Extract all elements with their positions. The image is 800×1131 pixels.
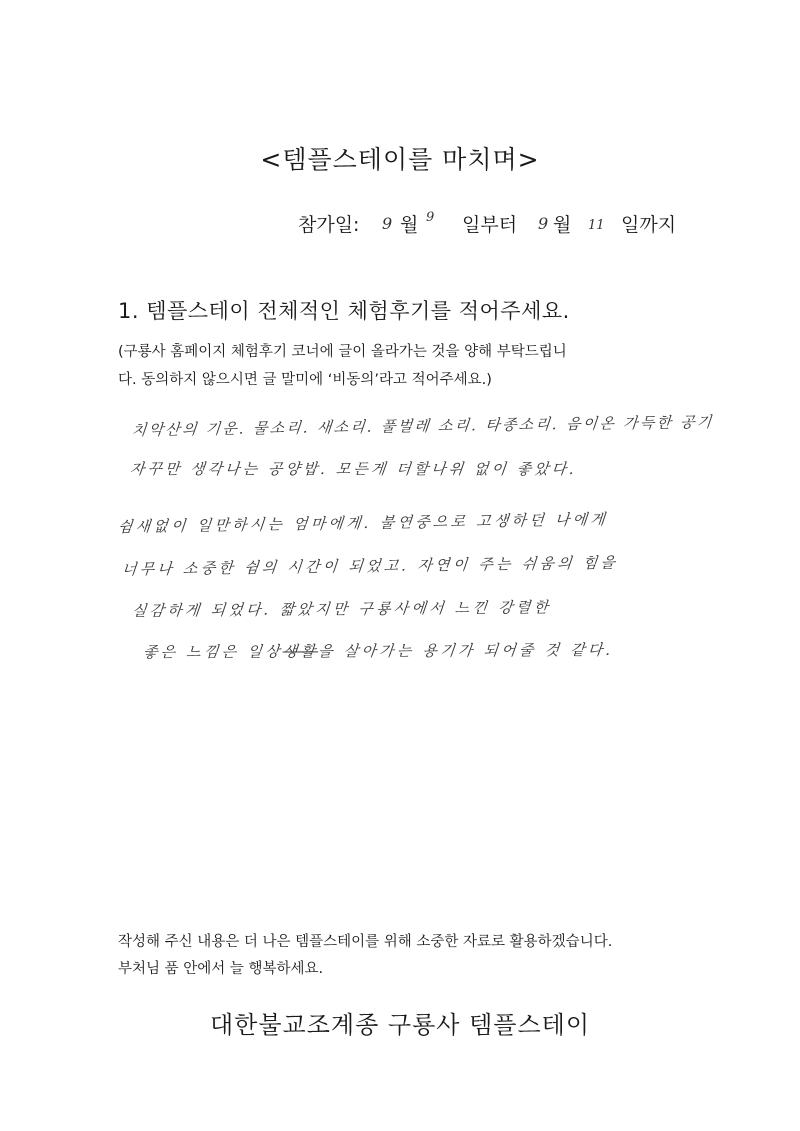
end-day-value: 11 — [588, 218, 605, 233]
answer-line-6-start: 좋은 느낌은 일상 — [142, 642, 284, 662]
organization-name: 대한불교조계종 구룡사 템플스테이 — [209, 1011, 591, 1039]
footer-note-line-2: 부처님 품 안에서 늘 행복하세요. — [118, 961, 324, 977]
start-day-value: 9 — [426, 210, 435, 225]
answer-line-3: 쉼새없이 일만하시는 엄마에게. 불연중으로 고생하던 나에게 — [117, 510, 609, 536]
month-unit-1: 월 — [400, 214, 419, 236]
answer-line-5: 실감하게 되었다. 짧았지만 구룡사에서 느낀 강렬한 — [131, 598, 553, 620]
page-title: <템플스테이를 마치며> — [260, 145, 540, 174]
start-month-value: 9 — [382, 214, 393, 233]
question-note-line-1: (구룡사 홈페이지 체험후기 코너에 글이 올라가는 것을 양해 부탁드립니 — [118, 344, 567, 360]
footer-note-line-1: 작성해 주신 내용은 더 나은 템플스테이를 위해 소중한 자료로 활용하겠습니다. — [118, 934, 613, 950]
from-label: 일부터 — [462, 214, 518, 236]
end-month-value: 9 — [538, 214, 549, 233]
question-heading: 1. 템플스테이 전체적인 체험후기를 적어주세요. — [118, 299, 570, 323]
answer-line-4: 너무나 소중한 쉼의 시간이 되었고. 자연이 주는 쉬움의 힘을 — [121, 553, 620, 579]
month-unit-2: 월 — [553, 214, 572, 236]
answer-crossed-out-word: 생활 — [281, 642, 320, 661]
answer-line-6-end: 을 살아가는 용기가 되어줄 것 같다. — [317, 640, 615, 661]
participation-dates — [298, 208, 718, 248]
until-label: 일까지 — [621, 214, 677, 236]
answer-line-6 — [142, 639, 615, 662]
answer-line-2: 자꾸만 생각나는 공양밥. 모든게 더할나위 없이 좋았다. — [129, 460, 578, 478]
dates-label: 참가일: — [298, 214, 360, 236]
question-note-line-2: 다. 동의하지 않으시면 글 말미에 ‘비동의’라고 적어주세요.) — [118, 372, 492, 388]
answer-line-1: 치악산의 기운. 물소리. 새소리. 풀벌레 소리. 타종소리. 음이온 가득한 공기 — [131, 412, 715, 440]
